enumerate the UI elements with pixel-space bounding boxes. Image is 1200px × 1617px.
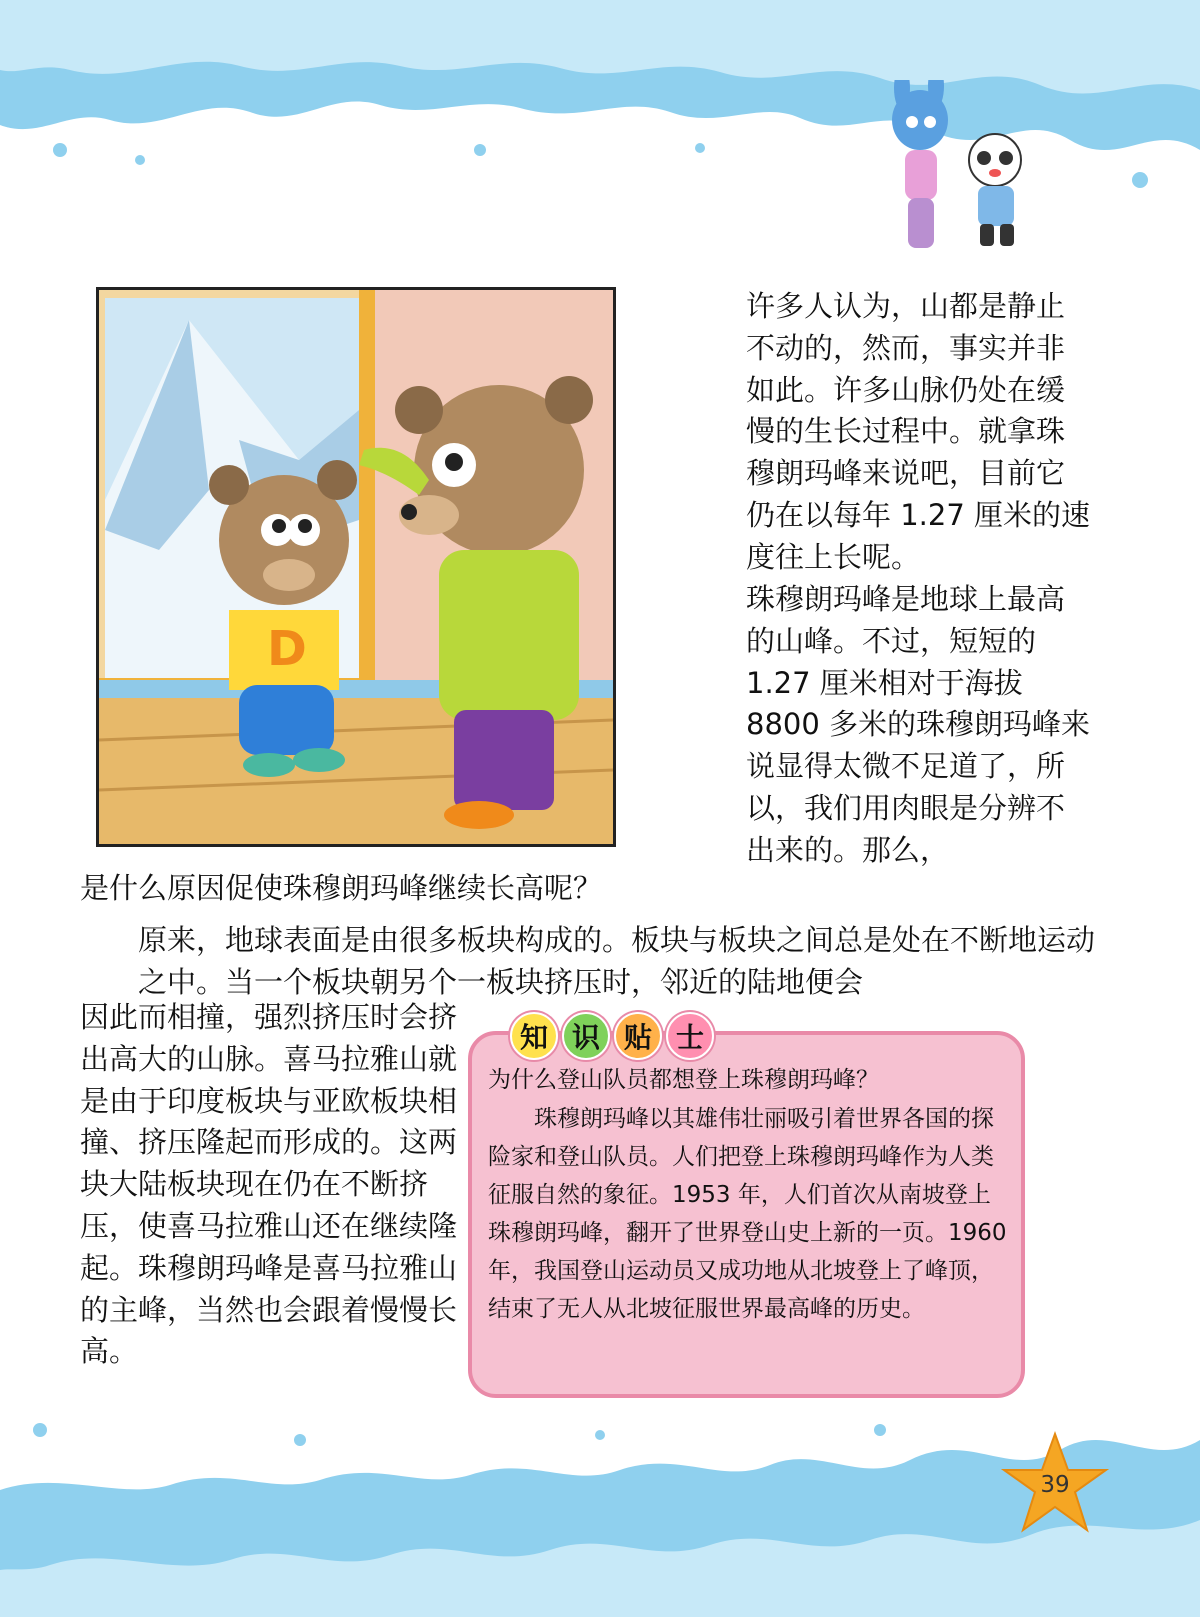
tips-title-char: 贴 bbox=[614, 1012, 662, 1060]
tips-title-char: 知 bbox=[510, 1012, 558, 1060]
tips-title-char: 士 bbox=[666, 1012, 714, 1060]
paragraph-mountains-growing: 许多人认为，山都是静止不动的，然而，事实并非如此。许多山脉仍处在缓慢的生长过程中。就拿珠穆朗玛峰来说吧，目前它仍在以每年 1.27 厘米的速度往上长呢。 bbox=[746, 289, 1091, 574]
paragraph-himalaya-formation: 因此而相撞，强烈挤压时会挤出高大的山脉。喜马拉雅山就是由于印度板块与亚欧板块相撞、挤压隆起而形成的。这两块大陆板块现在仍在不断挤压，使喜马拉雅山还在继续隆起。珠穆朗玛峰是喜马拉雅山的主峰，当然也会跟着慢慢长高。 bbox=[80, 1000, 458, 1369]
tips-answer-text: 珠穆朗玛峰以其雄伟壮丽吸引着世界各国的探险家和登山队员。人们把登上珠穆朗玛峰作为人类征服自然的象征。1953 年，人们首次从南坡登上珠穆朗玛峰，翻开了世界登山史上新的一页。1960 年，我国登山运动员又成功地从北坡登上了峰顶，结束了无人从北坡征服世界最高峰的历史。 bbox=[488, 1106, 1007, 1322]
paragraph-plates: 原来，地球表面是由很多板块构成的。板块与板块之间总是处在不断地运动之中。当一个板块朝另个一板块挤压时，邻近的陆地便会 bbox=[138, 923, 1096, 999]
svg-text:D: D bbox=[267, 621, 307, 677]
tips-title-char: 识 bbox=[562, 1012, 610, 1060]
paragraph-everest-height: 珠穆朗玛峰是地球上最高的山峰。不过，短短的 1.27 厘米相对于海拔 8800 多米的珠穆朗玛峰来说显得太微不足道了，所以，我们用肉眼是分辨不出来的。那么， bbox=[746, 582, 1091, 867]
paragraph-question: 是什么原因促使珠穆朗玛峰继续长高呢？ bbox=[80, 871, 603, 905]
comic-illustration bbox=[96, 287, 616, 847]
page-number: 39 bbox=[1040, 1472, 1070, 1498]
tips-answer bbox=[488, 1100, 1008, 1328]
mascot-characters bbox=[860, 80, 1050, 260]
bears-measuring-height-illustration bbox=[99, 290, 613, 844]
knowledge-tips-title bbox=[510, 1005, 720, 1067]
tips-question: 为什么登山队员都想登上珠穆朗玛峰？ bbox=[488, 1067, 879, 1093]
